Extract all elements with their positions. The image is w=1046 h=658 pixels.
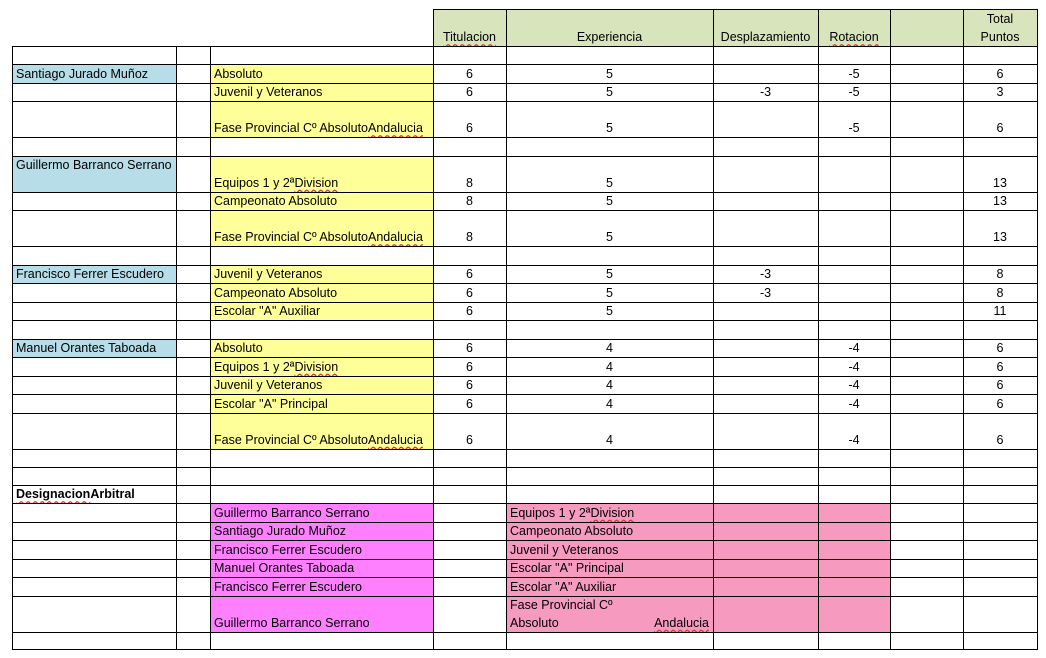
grid-line [963, 9, 964, 650]
designation-referee[interactable]: Guillermo Barranco Serrano [210, 503, 433, 522]
total-cell[interactable]: 11 [993, 304, 1007, 318]
grid-line [12, 649, 1037, 650]
col-header-experiencia[interactable]: Experiencia [506, 9, 713, 46]
grid-line [12, 449, 1037, 450]
desplazamiento-cell[interactable] [713, 357, 818, 376]
desplazamiento-cell[interactable] [713, 394, 818, 413]
grid-line [12, 320, 1037, 321]
rotacion-cell[interactable] [818, 210, 890, 246]
titulacion-cell[interactable]: 6 [466, 285, 473, 300]
grid-line [12, 46, 1037, 47]
titulacion-cell[interactable]: 6 [466, 66, 473, 81]
grid-line [12, 137, 1037, 138]
grid-line [12, 485, 1037, 486]
rotacion-cell[interactable]: -4 [848, 378, 860, 392]
grid-line [12, 577, 1037, 578]
category-cell[interactable]: Fase Provincial Cº Absoluto Andalucia [210, 101, 433, 137]
experiencia-cell[interactable]: 4 [606, 341, 613, 355]
category-cell[interactable]: Juvenil y Veteranos [210, 265, 433, 284]
titulacion-cell[interactable]: 8 [466, 194, 473, 208]
experiencia-cell[interactable]: 5 [606, 121, 613, 135]
rotacion-cell[interactable]: -4 [848, 396, 860, 411]
rotacion-cell[interactable]: -4 [848, 432, 860, 447]
category-cell[interactable]: Campeonato Absoluto [210, 192, 433, 211]
grid-line [12, 357, 1037, 358]
designation-referee[interactable]: Francisco Ferrer Escudero [210, 577, 433, 596]
total-cell[interactable]: 3 [996, 85, 1004, 99]
rotacion-cell[interactable] [818, 302, 890, 321]
desplazamiento-cell[interactable] [713, 302, 818, 321]
rotacion-cell[interactable] [818, 283, 890, 302]
category-cell[interactable]: Juvenil y Veteranos [210, 83, 433, 102]
total-header-total-line2: Puntos [980, 30, 1020, 44]
total-cell[interactable]: 6 [996, 432, 1004, 447]
grid-line [12, 394, 1037, 395]
category-cell[interactable]: Escolar "A" Principal [210, 394, 433, 413]
spellcheck-word: Andalucia [368, 121, 423, 135]
grid-line [12, 632, 1037, 633]
category-cell[interactable]: Absoluto [210, 64, 433, 83]
spellcheck-word: Division [294, 175, 339, 190]
spellcheck-word: Andalucia [654, 615, 709, 630]
spellcheck-word: Andalucia [368, 230, 423, 244]
total-cell[interactable]: 13 [993, 175, 1007, 190]
rotacion-cell[interactable] [818, 156, 890, 192]
grid-line [12, 302, 1037, 303]
experiencia-cell[interactable]: 5 [606, 230, 613, 244]
grid-line [210, 46, 211, 650]
total-cell[interactable]: 8 [996, 285, 1004, 300]
titulacion-cell[interactable]: 6 [466, 304, 473, 318]
rotacion-cell[interactable]: -5 [848, 66, 860, 81]
experiencia-cell[interactable]: 5 [606, 175, 613, 190]
titulacion-cell[interactable]: 8 [466, 175, 473, 190]
grid-line [12, 156, 1037, 157]
designation-category[interactable]: Campeonato Absoluto [506, 522, 713, 541]
grid-line [12, 522, 1037, 523]
designation-fill [713, 559, 890, 578]
titulacion-cell[interactable]: 6 [466, 396, 473, 411]
desplazamiento-cell[interactable] [713, 192, 818, 211]
designation-referee[interactable]: Manuel Orantes Taboada [210, 559, 433, 578]
total-cell[interactable]: 13 [993, 194, 1007, 208]
grid-line [1037, 9, 1038, 650]
experiencia-cell[interactable]: 4 [606, 359, 613, 374]
experiencia-cell[interactable]: 5 [606, 285, 613, 300]
grid-line [713, 9, 714, 650]
referee-name[interactable]: Guillermo Barranco Serrano [12, 156, 176, 192]
grid-line [12, 540, 1037, 541]
grid-line [433, 9, 434, 650]
total-header-total-line1: Total [986, 12, 1014, 26]
experiencia-cell[interactable]: 5 [606, 66, 613, 81]
category-cell[interactable]: Escolar "A" Auxiliar [210, 302, 433, 321]
titulacion-cell[interactable]: 6 [466, 121, 473, 135]
designation-category[interactable]: Escolar "A" Principal [506, 559, 713, 578]
titulacion-cell[interactable]: 6 [466, 432, 473, 447]
designation-category[interactable]: Fase Provincial Cº Absoluto Andalucia [506, 596, 713, 632]
grid-line [12, 246, 1037, 247]
col-header-empty[interactable] [890, 9, 963, 46]
designation-category[interactable]: Escolar "A" Auxiliar [506, 577, 713, 596]
experiencia-cell[interactable]: 5 [606, 194, 613, 208]
col-header-desplazamiento[interactable]: Desplazamiento [713, 9, 818, 46]
designation-fill [713, 503, 890, 522]
grid-line [12, 596, 1037, 597]
spellcheck-word: Titulacion [442, 30, 497, 44]
total-cell[interactable]: 8 [996, 267, 1004, 281]
titulacion-cell[interactable]: 6 [466, 341, 473, 355]
titulacion-cell[interactable]: 8 [466, 230, 473, 244]
col-header-total[interactable] [963, 9, 1037, 46]
category-cell[interactable]: Campeonato Absoluto [210, 283, 433, 302]
total-cell[interactable]: 6 [996, 378, 1004, 392]
col-header-rotacion[interactable] [818, 9, 890, 46]
desplazamiento-cell[interactable] [713, 413, 818, 449]
grid-line [12, 559, 1037, 560]
total-cell[interactable]: 6 [996, 66, 1004, 81]
desplazamiento-cell[interactable] [713, 101, 818, 137]
spellcheck-word: Division [294, 359, 339, 374]
category-cell[interactable]: Fase Provincial Cº Absoluto Andalucia [210, 413, 433, 449]
rotacion-cell[interactable] [818, 192, 890, 211]
designation-fill [713, 596, 890, 632]
grid-line [12, 283, 1037, 284]
designation-fill [713, 540, 890, 559]
titulacion-cell[interactable]: 6 [466, 85, 473, 99]
designation-category[interactable]: Equipos 1 y 2ª Division [506, 503, 713, 522]
grid-line [890, 9, 891, 650]
designation-referee[interactable]: Santiago Jurado Muñoz [210, 522, 433, 541]
experiencia-cell[interactable]: 5 [606, 267, 613, 281]
desplazamiento-cell[interactable] [713, 156, 818, 192]
category-cell[interactable]: Equipos 1 y 2ª Division [210, 357, 433, 376]
titulacion-cell[interactable]: 6 [466, 378, 473, 392]
designation-referee[interactable]: Guillermo Barranco Serrano [210, 596, 433, 632]
referee-name[interactable]: Santiago Jurado Muñoz [12, 64, 176, 83]
designation-fill [713, 577, 890, 596]
desplazamiento-cell[interactable] [713, 64, 818, 83]
spellcheck-word: Andalucia [368, 432, 423, 447]
grid-line [433, 9, 1037, 10]
designation-title[interactable]: Designacion Arbitral [16, 487, 135, 501]
rotacion-cell[interactable]: -4 [848, 359, 860, 374]
category-cell[interactable]: Fase Provincial Cº Absoluto Andalucia [210, 210, 433, 246]
titulacion-cell[interactable]: 6 [466, 359, 473, 374]
rotacion-cell[interactable]: -5 [848, 85, 860, 99]
grid-line [12, 503, 1037, 504]
rotacion-cell[interactable] [818, 265, 890, 284]
desplazamiento-cell[interactable]: -3 [759, 85, 772, 99]
grid-line [12, 46, 13, 650]
desplazamiento-cell[interactable]: -3 [759, 267, 772, 281]
designation-fill [713, 522, 890, 541]
total-cell[interactable]: 6 [996, 121, 1004, 135]
grid-line [818, 9, 819, 650]
spellcheck-word: Rotacion [829, 30, 879, 44]
rotacion-cell[interactable]: -4 [848, 341, 860, 355]
designation-referee[interactable]: Francisco Ferrer Escudero [210, 540, 433, 559]
grid-line [12, 339, 1037, 340]
grid-line [506, 9, 507, 650]
category-cell[interactable]: Juvenil y Veteranos [210, 376, 433, 395]
rotacion-cell[interactable]: -5 [848, 121, 860, 135]
spellcheck-word: Designacion [16, 487, 91, 501]
designation-category[interactable]: Juvenil y Veteranos [506, 540, 713, 559]
total-cell[interactable]: 6 [996, 396, 1004, 411]
grid-line [12, 413, 1037, 414]
referee-name[interactable]: Manuel Orantes Taboada [12, 339, 176, 358]
desplazamiento-cell[interactable] [713, 210, 818, 246]
grid-line [12, 210, 1037, 211]
grid-line [12, 265, 1037, 266]
desplazamiento-cell[interactable] [713, 339, 818, 358]
spellcheck-word: Division [590, 505, 635, 520]
experiencia-cell[interactable]: 4 [606, 432, 613, 447]
experiencia-cell[interactable]: 5 [606, 85, 613, 99]
desplazamiento-cell[interactable]: -3 [759, 285, 772, 300]
desplazamiento-cell[interactable] [713, 376, 818, 395]
grid-line [12, 101, 1037, 102]
total-cell[interactable]: 6 [996, 359, 1004, 374]
experiencia-cell[interactable]: 5 [606, 304, 613, 318]
col-header-titulacion[interactable] [433, 9, 506, 46]
grid-line [12, 64, 1037, 65]
referee-name[interactable]: Francisco Ferrer Escudero [12, 265, 176, 284]
grid-line [12, 192, 1037, 193]
grid-line [12, 83, 1037, 84]
category-cell[interactable]: Absoluto [210, 339, 433, 358]
grid-line [12, 467, 1037, 468]
grid-line [176, 46, 177, 650]
experiencia-cell[interactable]: 4 [606, 378, 613, 392]
grid-line [12, 376, 1037, 377]
total-cell[interactable]: 13 [993, 230, 1007, 244]
experiencia-cell[interactable]: 4 [606, 396, 613, 411]
total-cell[interactable]: 6 [996, 341, 1004, 355]
titulacion-cell[interactable]: 6 [466, 267, 473, 281]
category-cell[interactable]: Equipos 1 y 2ª Division [210, 156, 433, 192]
